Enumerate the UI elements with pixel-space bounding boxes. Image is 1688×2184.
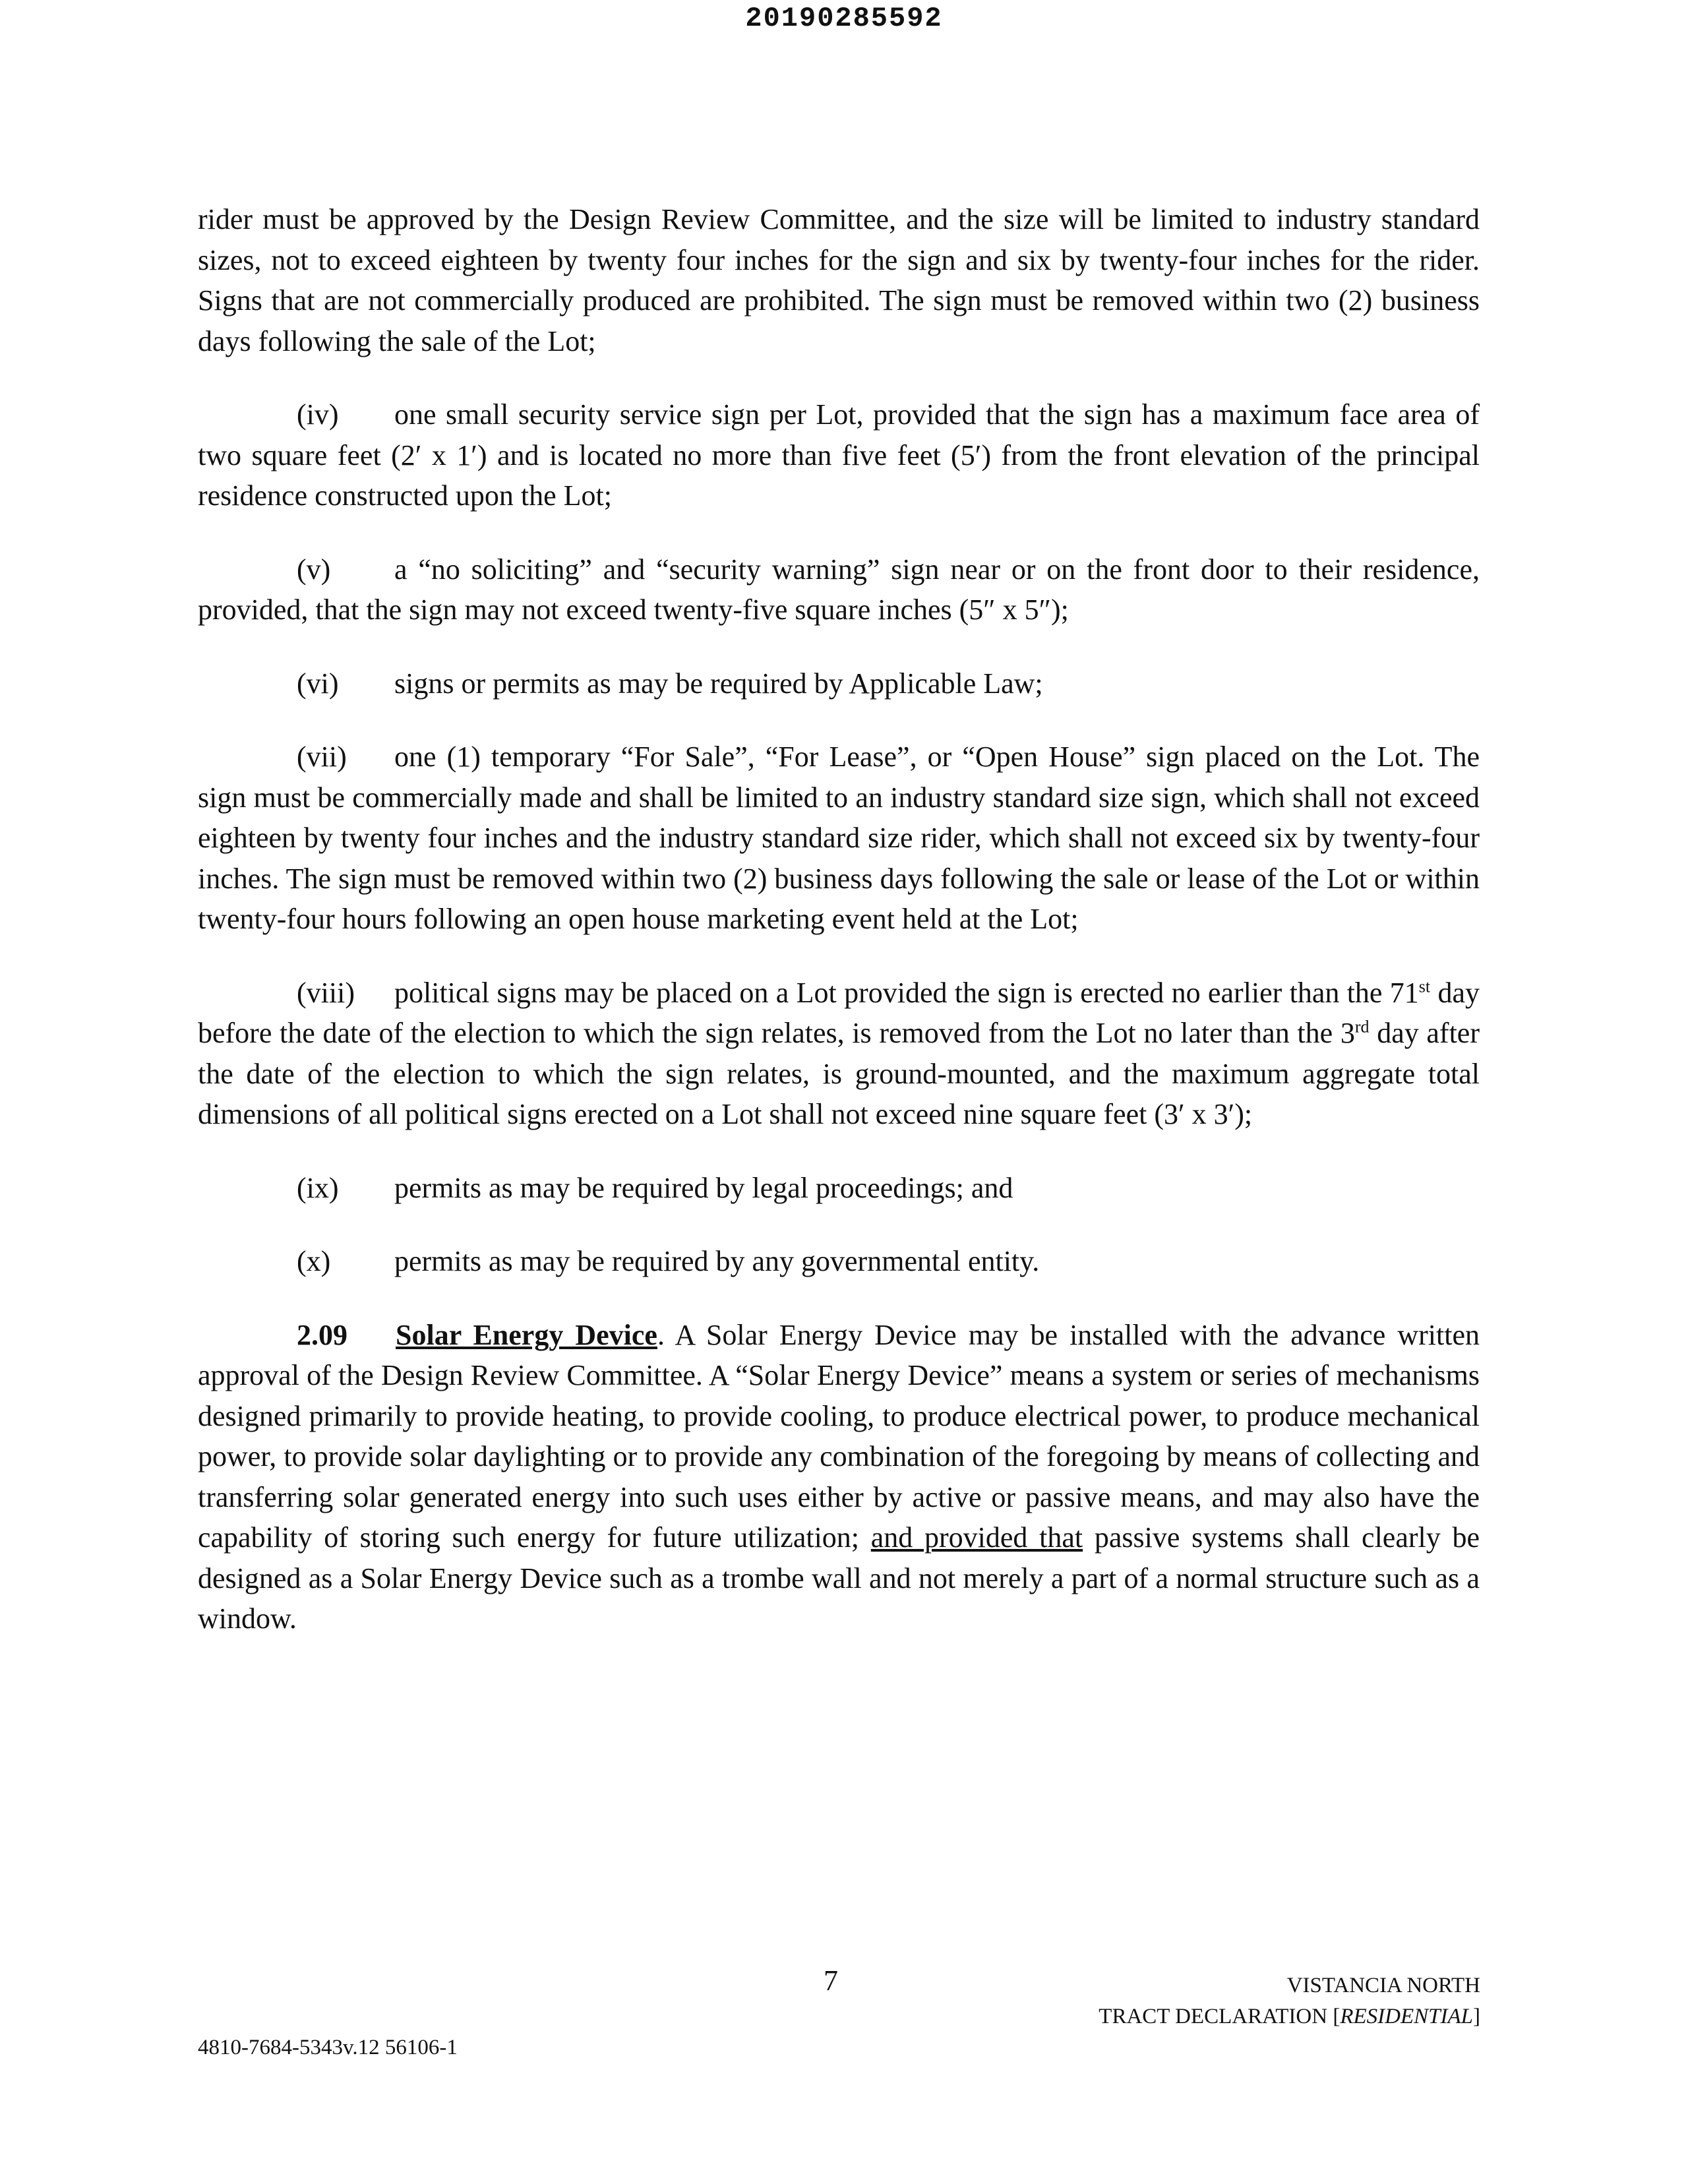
underlined-phrase: and provided that	[870, 1521, 1083, 1554]
project-name: VISTANCIA NORTH	[1286, 1974, 1480, 1997]
declaration-italic: RESIDENTIAL	[1340, 2005, 1473, 2028]
declaration-prefix: TRACT DECLARATION [	[1099, 2005, 1341, 2028]
item-text: signs or permits as may be required by Applicable Law;	[394, 667, 1043, 700]
footer-document-id: 4810-7684-5343v.12 56106-1	[198, 2036, 458, 2059]
list-item-x	[198, 1241, 1480, 1282]
section-text-part: passive systems shall clearly be designed as a Solar Energy Device such as a trombe wall and not merely a part of a normal structure such as a window.	[198, 1521, 1480, 1635]
item-text-part: day before the date of the election to which the sign relates, is removed from the Lot no later than the 3	[198, 976, 1480, 1049]
item-number: (ix)	[297, 1171, 339, 1204]
section-number: 2.09	[297, 1318, 347, 1351]
section-text-part: . A Solar Energy Device may be installed with the advance written approval of the Design Review Committee. A “Solar Energy Device” means a system or series of mechanisms designed primarily to provide heating, to provide cooling, to produce electrical power, to produce mechanical power, to provide solar daylighting or to provide any combination of the foregoing by means of collecting and transferring solar generated energy into such uses either by active or passive means, and may also have the capability of storing such energy for future utilization;	[198, 1318, 1480, 1554]
document-body	[198, 199, 1480, 1639]
item-number: (x)	[297, 1245, 331, 1277]
list-item-v	[198, 549, 1480, 630]
ordinal-suffix: st	[1418, 976, 1431, 996]
declaration-suffix: ]	[1473, 2005, 1480, 2028]
item-number: (vi)	[297, 667, 339, 700]
item-number: (vii)	[297, 741, 347, 773]
footer-document-title	[1099, 1970, 1480, 2032]
list-item-ix	[198, 1168, 1480, 1209]
list-item-vi	[198, 663, 1480, 704]
item-text-part: day after the date of the election to which the sign relates, is ground-mounted, and the maximum aggregate total dimensions of all political signs erected on a Lot shall not exceed nine square feet (3′ x 3′);	[198, 1017, 1480, 1130]
ordinal-suffix: rd	[1354, 1017, 1370, 1037]
item-text-part: political signs may be placed on a Lot provided the sign is erected no earlier than the 71	[394, 976, 1419, 1009]
item-text: one (1) temporary “For Sale”, “For Lease”, or “Open House” sign placed on the Lot. The sign must be commercially made and shall be limited to an industry standard size sign, which shall not exceed eighteen by twenty four inches and the industry standard size rider, which shall not exceed six by twenty-four inches. The sign must be removed within two (2) business days following the sale or lease of the Lot or within twenty-four hours following an open house marketing event held at the Lot;	[198, 741, 1480, 935]
item-text: a “no soliciting” and “security warning” sign near or on the front door to their residence, provided, that the sign may not exceed twenty-five square inches (5″ x 5″);	[198, 553, 1480, 626]
page-number: 7	[824, 1964, 838, 1997]
item-text: one small security service sign per Lot, provided that the sign has a maximum face area of two square feet (2′ x 1′) and is located no more than five feet (5′) from the front elevation of the principal residence constructed upon the Lot;	[198, 398, 1480, 512]
paragraph-rider-continuation: rider must be approved by the Design Review Committee, and the size will be limited to industry standard sizes, not to exceed eighteen by twenty four inches for the sign and six by twenty-four inches for the rider. Signs that are not commercially produced are prohibited. The sign must be removed within two (2) business days following the sale of the Lot;	[198, 203, 1480, 357]
list-item-viii	[198, 973, 1480, 1135]
item-number: (viii)	[297, 976, 355, 1009]
item-number: (iv)	[297, 398, 339, 431]
item-text: permits as may be required by any governmental entity.	[394, 1245, 1040, 1277]
recording-number: 20190285592	[745, 3, 943, 34]
list-item-vii	[198, 737, 1480, 940]
item-text: permits as may be required by legal proceedings; and	[394, 1171, 1013, 1204]
declaration-type	[1099, 2001, 1480, 2032]
section-title: Solar Energy Device	[396, 1318, 657, 1351]
item-number: (v)	[297, 553, 331, 586]
section-2-09	[198, 1315, 1480, 1639]
list-item-iv	[198, 394, 1480, 516]
